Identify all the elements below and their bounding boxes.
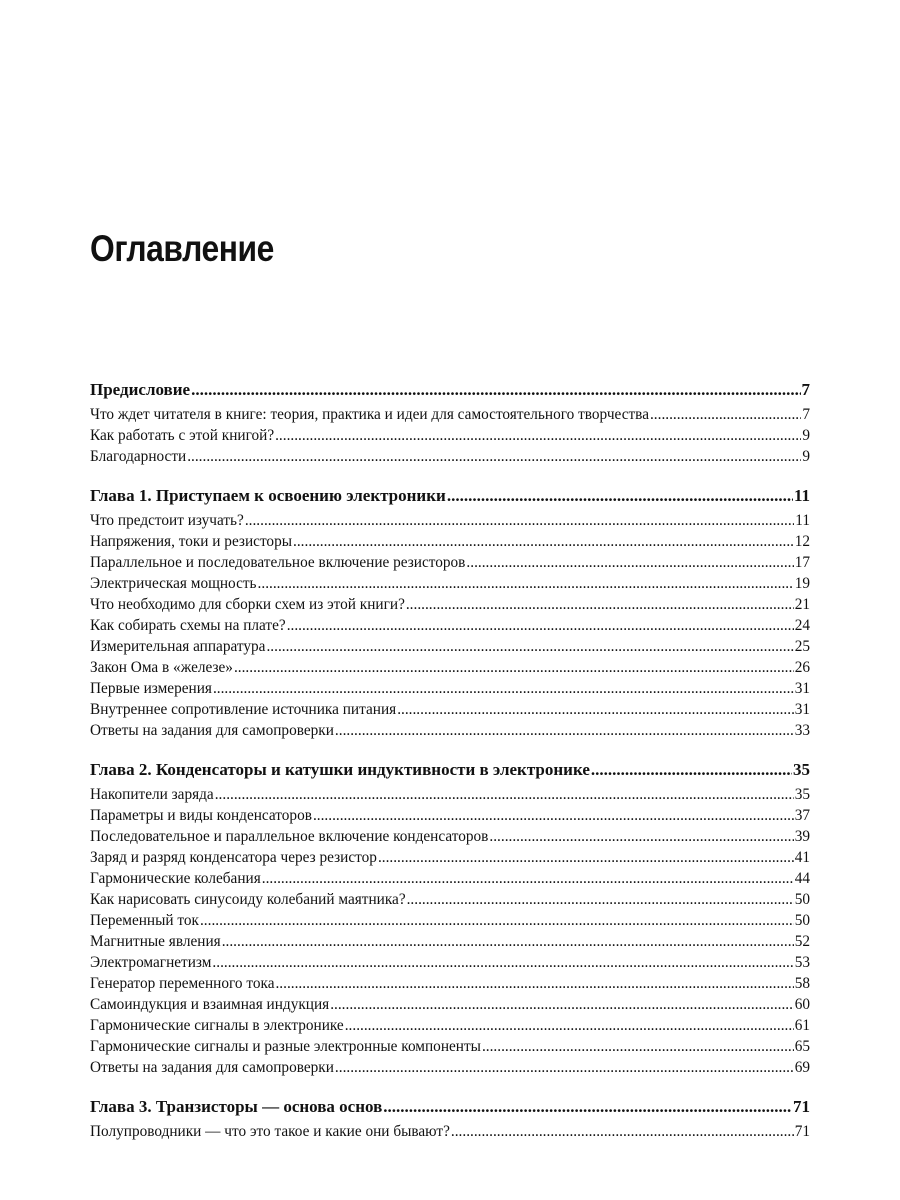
- toc-page-number: 33: [794, 722, 810, 739]
- toc-chapter-heading[interactable]: [90, 376, 810, 404]
- toc-page-number: 69: [794, 1059, 810, 1076]
- toc-entry[interactable]: [90, 847, 810, 868]
- toc-entry-title: Самоиндукция и взаимная индукция: [90, 996, 330, 1013]
- toc-page-number: 50: [794, 891, 810, 908]
- toc-entry-title: Полупроводники — что это такое и какие они бывают?: [90, 1123, 450, 1140]
- toc-page-number: 60: [794, 996, 810, 1013]
- toc-dot-leader: [451, 1121, 794, 1142]
- toc-page-number: 17: [794, 554, 810, 571]
- toc-page-number: 7: [801, 380, 810, 399]
- toc-entry-title: Магнитные явления: [90, 933, 221, 950]
- toc-entry-title: Переменный ток: [90, 912, 199, 929]
- toc-dot-leader: [330, 994, 794, 1015]
- toc-entry-title: Ответы на задания для самопроверки: [90, 1059, 334, 1076]
- toc-entry-title: Внутреннее сопротивление источника питания: [90, 701, 397, 718]
- toc-entry-title: Заряд и разряд конденсатора через резистор: [90, 849, 377, 866]
- toc-page-number: 24: [794, 617, 810, 634]
- toc-dot-leader: [215, 784, 794, 805]
- toc-page-number: 11: [795, 512, 810, 529]
- toc-dot-leader: [266, 636, 793, 657]
- toc-entry[interactable]: [90, 826, 810, 847]
- toc-entry[interactable]: [90, 1121, 810, 1142]
- toc-entry[interactable]: [90, 805, 810, 826]
- toc-section: [90, 482, 810, 741]
- toc-page-number: 44: [794, 870, 810, 887]
- toc-entry-title: Гармонические сигналы в электронике: [90, 1017, 344, 1034]
- toc-page-number: 39: [794, 828, 810, 845]
- toc-entry[interactable]: [90, 404, 810, 425]
- toc-dot-leader: [489, 826, 793, 847]
- toc-page-number: 35: [794, 786, 810, 803]
- toc-dot-leader: [258, 573, 794, 594]
- toc-dot-leader: [447, 482, 793, 510]
- toc-entry-title: Электрическая мощность: [90, 575, 257, 592]
- toc-dot-leader: [275, 973, 793, 994]
- toc-entry-title: Параллельное и последовательное включение резисторов: [90, 554, 466, 571]
- toc-page-number: 31: [794, 701, 810, 718]
- toc-entry[interactable]: [90, 720, 810, 741]
- toc-entry[interactable]: [90, 931, 810, 952]
- toc-entry-title: Гармонические колебания: [90, 870, 261, 887]
- toc-entry-title: Гармонические сигналы и разные электронные компоненты: [90, 1038, 481, 1055]
- toc-dot-leader: [406, 594, 794, 615]
- toc-entry-title: Первые измерения: [90, 680, 212, 697]
- toc-entry-title: Предисловие: [90, 380, 191, 399]
- toc-entry[interactable]: [90, 531, 810, 552]
- toc-page-number: 53: [794, 954, 810, 971]
- toc-dot-leader: [313, 805, 794, 826]
- toc-chapter-heading[interactable]: [90, 482, 810, 510]
- toc-dot-leader: [275, 425, 801, 446]
- toc-entry-title: Глава 1. Приступаем к освоению электроники: [90, 486, 446, 505]
- toc-entry-title: Измерительная аппаратура: [90, 638, 266, 655]
- toc-page-number: 31: [794, 680, 810, 697]
- toc-entry[interactable]: [90, 868, 810, 889]
- toc-entry-title: Накопители заряда: [90, 786, 214, 803]
- toc-dot-leader: [212, 952, 793, 973]
- toc-page-number: 58: [794, 975, 810, 992]
- toc-dot-leader: [293, 531, 794, 552]
- toc-entry-title: Генератор переменного тока: [90, 975, 275, 992]
- toc-page-number: 26: [794, 659, 810, 676]
- toc-entry[interactable]: [90, 636, 810, 657]
- toc-dot-leader: [287, 615, 794, 636]
- toc-entry-title: Что ждет читателя в книге: теория, практика и идеи для самостоятельного творчества: [90, 406, 649, 423]
- toc-entry[interactable]: [90, 1036, 810, 1057]
- toc-entry-title: Закон Ома в «железе»: [90, 659, 233, 676]
- toc-entry[interactable]: [90, 446, 810, 467]
- toc-entry-title: Напряжения, токи и резисторы: [90, 533, 293, 550]
- toc-entry[interactable]: [90, 425, 810, 446]
- toc-entry[interactable]: [90, 994, 810, 1015]
- toc-entry-title: Как собирать схемы на плате?: [90, 617, 286, 634]
- toc-entry[interactable]: [90, 594, 810, 615]
- toc-dot-leader: [397, 699, 794, 720]
- toc-dot-leader: [245, 510, 794, 531]
- toc-page-number: 71: [793, 1097, 810, 1116]
- toc-entry[interactable]: [90, 510, 810, 531]
- toc-page-number: 21: [794, 596, 810, 613]
- toc-dot-leader: [234, 657, 794, 678]
- toc-entry[interactable]: [90, 615, 810, 636]
- toc-page-number: 25: [794, 638, 810, 655]
- toc-page-number: 61: [794, 1017, 810, 1034]
- toc-page-number: 9: [802, 427, 810, 444]
- toc-chapter-heading[interactable]: [90, 1093, 810, 1121]
- toc-entry-title: Как нарисовать синусоиду колебаний маятника?: [90, 891, 406, 908]
- toc-entry[interactable]: [90, 1057, 810, 1078]
- toc-entry[interactable]: [90, 973, 810, 994]
- toc-page-number: 35: [793, 760, 810, 779]
- toc-section: [90, 756, 810, 1078]
- toc-entry[interactable]: [90, 952, 810, 973]
- toc-dot-leader: [482, 1036, 794, 1057]
- toc-entry[interactable]: [90, 678, 810, 699]
- toc-dot-leader: [591, 756, 792, 784]
- toc-dot-leader: [335, 1057, 794, 1078]
- toc-entry-title: Благодарности: [90, 448, 187, 465]
- toc-entry-title: Что предстоит изучать?: [90, 512, 244, 529]
- toc-entry[interactable]: [90, 784, 810, 805]
- toc-entry-title: Как работать с этой книгой?: [90, 427, 275, 444]
- toc-page-number: 7: [802, 406, 810, 423]
- toc-entry-title: Параметры и виды конденсаторов: [90, 807, 312, 824]
- toc-dot-leader: [191, 376, 800, 404]
- toc-dot-leader: [466, 552, 793, 573]
- toc-dot-leader: [650, 404, 801, 425]
- toc-entry[interactable]: [90, 657, 810, 678]
- toc-dot-leader: [407, 889, 794, 910]
- toc-entry-title: Глава 3. Транзисторы — основа основ: [90, 1097, 383, 1116]
- toc-entry[interactable]: [90, 1015, 810, 1036]
- toc-dot-leader: [335, 720, 794, 741]
- toc-entry-title: Что необходимо для сборки схем из этой книги?: [90, 596, 405, 613]
- toc-entry[interactable]: [90, 910, 810, 931]
- toc-entry-title: Последовательное и параллельное включение конденсаторов: [90, 828, 489, 845]
- toc-entry-title: Электромагнетизм: [90, 954, 212, 971]
- toc-entry[interactable]: [90, 552, 810, 573]
- toc-page-number: 65: [794, 1038, 810, 1055]
- toc-dot-leader: [345, 1015, 794, 1036]
- toc-entry-title: Глава 2. Конденсаторы и катушки индуктивности в электронике: [90, 760, 590, 779]
- page-title: Оглавление: [90, 228, 274, 269]
- toc-page-number: 37: [794, 807, 810, 824]
- toc-dot-leader: [262, 868, 794, 889]
- toc-page-number: 41: [794, 849, 810, 866]
- toc-entry[interactable]: [90, 699, 810, 720]
- toc-entry[interactable]: [90, 889, 810, 910]
- toc-page-number: 50: [794, 912, 810, 929]
- toc-chapter-heading[interactable]: [90, 756, 810, 784]
- toc-page-number: 9: [802, 448, 810, 465]
- toc-page-number: 11: [793, 486, 810, 505]
- toc-dot-leader: [213, 678, 794, 699]
- toc-page-number: 71: [794, 1123, 810, 1140]
- toc-section: [90, 1093, 810, 1142]
- toc-dot-leader: [187, 446, 801, 467]
- toc-section: [90, 376, 810, 467]
- toc-dot-leader: [383, 1093, 792, 1121]
- toc-entry[interactable]: [90, 573, 810, 594]
- toc-dot-leader: [222, 931, 794, 952]
- toc-dot-leader: [200, 910, 794, 931]
- toc-dot-leader: [378, 847, 794, 868]
- toc-page-number: 19: [794, 575, 810, 592]
- toc-entry-title: Ответы на задания для самопроверки: [90, 722, 334, 739]
- table-of-contents: [90, 376, 810, 1157]
- toc-page-number: 12: [794, 533, 810, 550]
- toc-page-number: 52: [794, 933, 810, 950]
